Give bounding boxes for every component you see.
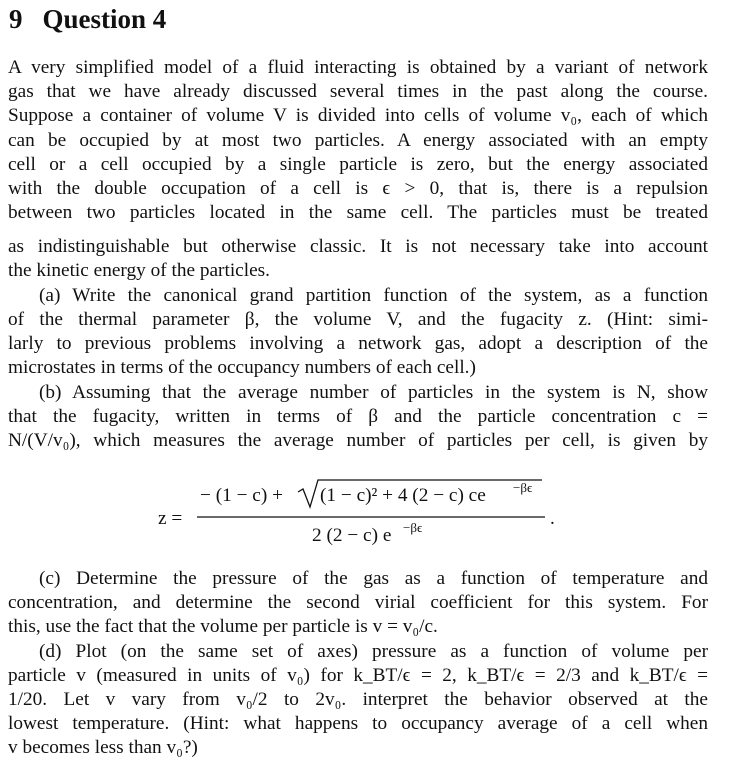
formula-lhs: z = <box>158 508 183 529</box>
part-d-text: (d) Plot (on the same set of axes) pressure as a function of volume per <box>39 641 708 662</box>
part-b-line <box>8 381 708 405</box>
part-c-line: this, use the fact that the volume per particle is v = v₀/c. <box>8 616 438 637</box>
paragraph1-line: cell or a cell occupied by a single particle is zero, but the energy associated <box>8 154 708 175</box>
formula-end: . <box>550 508 555 529</box>
paragraph1-line: A very simplified model of a fluid interacting is obtained by a variant of network <box>8 57 708 78</box>
fugacity-formula-svg <box>150 477 590 549</box>
section-title: Question 4 <box>42 4 167 34</box>
part-c-line <box>8 567 708 591</box>
paragraph1-line: with the double occupation of a cell is ϵ > 0, that is, there is a repulsion <box>8 178 708 199</box>
part-a-line: of the thermal parameter β, the volume V, and the fugacity z. (Hint: simi- <box>8 309 708 330</box>
part-b-text: (b) Assuming that the average number of particles in the system is N, show <box>39 382 708 403</box>
paragraph1-line: Suppose a container of volume V is divided into cells of volume v₀, each of which <box>8 105 708 126</box>
paragraph1-line: gas that we have already discussed several times in the past along the course. <box>8 81 708 102</box>
part-a-line <box>8 284 708 308</box>
section-heading <box>9 3 166 35</box>
formula-denominator-exponent: −βϵ <box>403 520 423 535</box>
part-d-line: v becomes less than v₀?) <box>8 737 198 758</box>
part-d-line <box>8 640 708 664</box>
formula-denominator: 2 (2 − c) e <box>312 525 392 546</box>
paragraph1-line: between two particles located in the same cell. The particles must be treated <box>8 202 708 223</box>
fugacity-formula <box>150 477 590 549</box>
paragraph1-line: can be occupied by at most two particles. A energy associated with an empty <box>8 130 708 151</box>
part-d-line: lowest temperature. (Hint: what happens to occupancy average of a cell when <box>8 713 708 734</box>
paragraph2-line: as indistinguishable but otherwise classic. It is not necessary take into account <box>8 236 708 257</box>
part-a-line: microstates in terms of the occupancy numbers of each cell.) <box>8 357 476 378</box>
section-number: 9 <box>9 4 23 34</box>
formula-numerator: − (1 − c) + <box>200 485 283 506</box>
part-c-line: concentration, and determine the second virial coefficient for this system. For <box>8 592 708 613</box>
paragraph2-line: the kinetic energy of the particles. <box>8 260 270 281</box>
part-b-line: N/(V/v₀), which measures the average number of particles per cell, is given by <box>8 430 708 451</box>
part-d-line: 1/20. Let v vary from v₀/2 to 2v₀. interpret the behavior observed at the <box>8 689 708 710</box>
part-d-line: particle v (measured in units of v₀) for k_BT/ϵ = 2, k_BT/ϵ = 2/3 and k_BT/ϵ = <box>8 665 708 686</box>
formula-radicand: (1 − c)² + 4 (2 − c) ce <box>320 485 486 506</box>
formula-radicand-exponent: −βϵ <box>513 480 533 495</box>
part-a-line: larly to previous problems involving a network gas, adopt a description of the <box>8 333 708 354</box>
part-c-text: (c) Determine the pressure of the gas as a function of temperature and <box>39 568 708 589</box>
part-b-line: that the fugacity, written in terms of β and the particle concentration c = <box>8 406 708 427</box>
part-a-text: (a) Write the canonical grand partition function of the system, as a function <box>39 285 708 306</box>
